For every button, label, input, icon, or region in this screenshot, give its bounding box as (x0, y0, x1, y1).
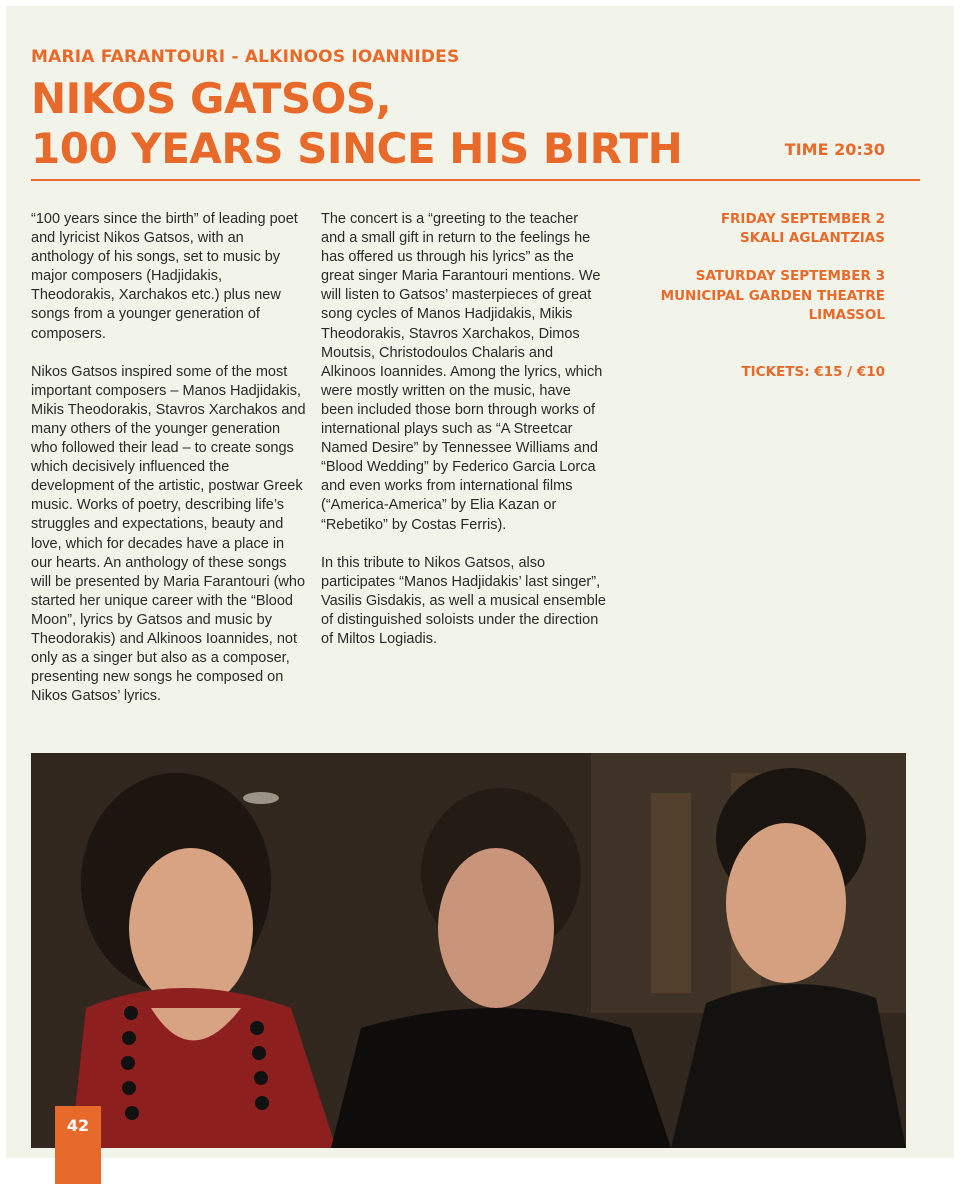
article-paragraph: In this tribute to Nikos Gatsos, also participates “Manos Hadjidakis’ last singer”, Vasilis Gisdakis, as well a musical ensemble of distinguished soloists under the direction of Miltos Logiadis. (321, 554, 607, 647)
page-title (31, 74, 682, 174)
event-date-block-1 (605, 210, 885, 248)
event-date: FRIDAY SEPTEMBER 2 (720, 211, 885, 227)
event-time: TIME 20:30 (784, 140, 885, 159)
article-paragraph: Nikos Gatsos inspired some of the most important composers – Manos Hadjidakis, Mikis Theodorakis, Stavros Xarchakos and many others of the younger generation who followed their lead – to create songs which decisively influenced the development of the artistic, postwar Greek music. Works of poetry, describing life’s struggles and expectations, beauty and love, which for decades have a place in our hearts. An anthology of these songs will be presented by Maria Farantouri (who started her unique career with the “Blood Moon”, lyrics by Gatsos and music by Theodorakis) and Alkinoos Ioannides, not only as a singer but also as a composer, presenting new songs he composed on Nikos Gatsos’ lyrics. (31, 363, 306, 705)
title-line-2: 100 YEARS SINCE HIS BIRTH (31, 124, 683, 173)
title-line-1: NIKOS GATSOS, (31, 74, 392, 123)
event-info (605, 210, 885, 382)
article-paragraph: “100 years since the birth” of leading poet and lyricist Nikos Gatsos, with an anthology of his songs, set to music by major composers (Hadjidakis, Theodorakis, Xarchakos etc.) plus new songs from a younger generation of composers. (31, 211, 298, 342)
header-divider (31, 179, 920, 181)
event-venue: SKALI AGLANTZIAS (739, 230, 885, 247)
event-date-block-2 (605, 267, 885, 325)
ticket-prices: TICKETS: €15 / €10 (741, 364, 885, 381)
article-column-1 (31, 210, 306, 725)
event-date: SATURDAY SEPTEMBER 3 (695, 268, 885, 285)
performers-heading: MARIA FARANTOURI - ALKINOOS IOANNIDES (31, 47, 460, 67)
performers-photo (31, 753, 906, 1148)
performers-photo-illustration (31, 753, 906, 1148)
article-paragraph: The concert is a “greeting to the teacher and a small gift in return to the feelings he has offered us through his lyrics” as the great singer Maria Farantouri mentions. We will listen to Gatsos’ masterpieces of great song cycles of Manos Hadjidakis, Mikis Theodorakis, Stavros Xarchakos, Dimos Moutsis, Christodoulos Chalaris and Alkinoos Ioannides. Among the lyrics, which were mostly written on the music, have been included those born through works of international plays such as “A Streetcar Named Desire” by Tennessee Williams and “Blood Wedding” by Federico Garcia Lorca and even works from international films (“America-America” by Elia Kazan or “Rebetiko” by Costas Ferris). (321, 211, 603, 533)
event-venue: MUNICIPAL GARDEN THEATRE (660, 287, 885, 304)
page-number: 42 (55, 1106, 101, 1184)
article-column-2 (321, 210, 606, 668)
event-venue-city: LIMASSOL (808, 306, 885, 323)
